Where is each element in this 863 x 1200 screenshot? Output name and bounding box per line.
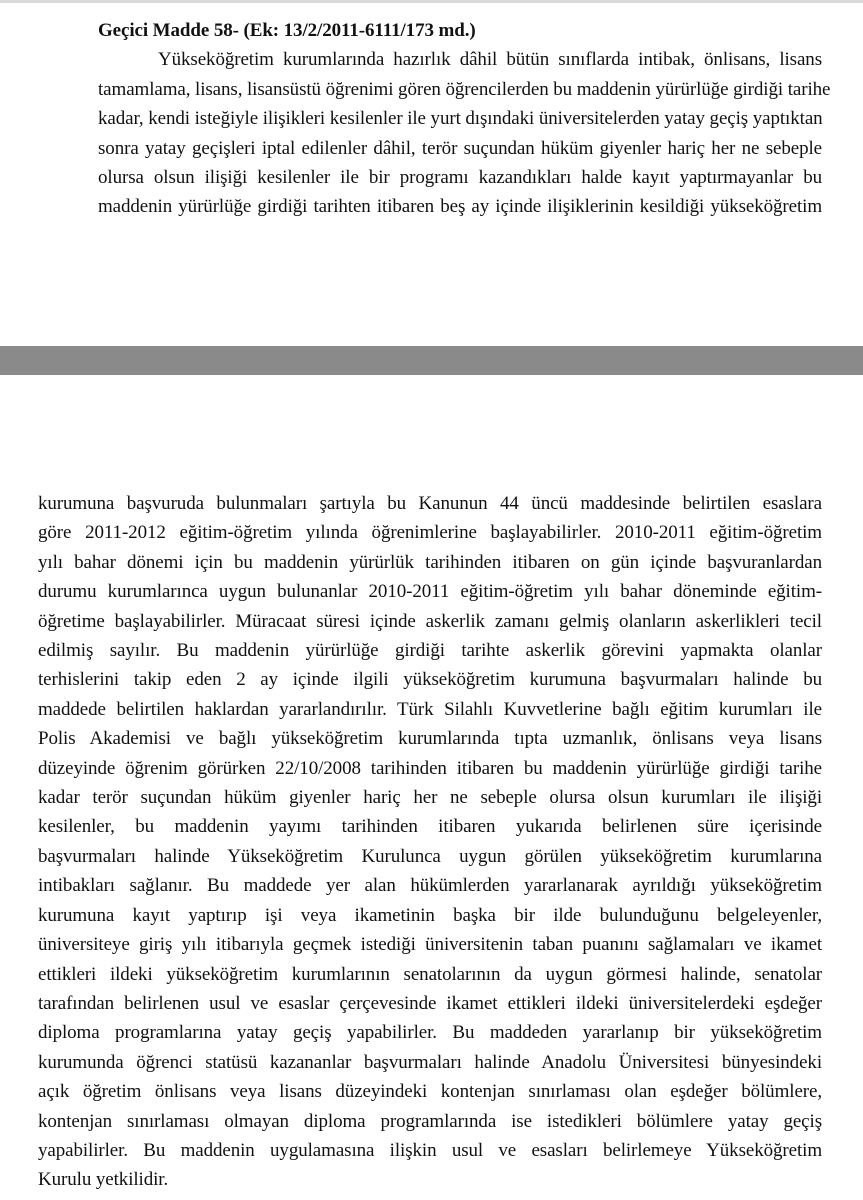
text-line: yapabilirler. Bu maddenin uygulamasına ilişkin usul ve esasları belirlemeye Yükseköğretim <box>38 1139 822 1161</box>
document-bottom-fragment <box>38 489 822 1195</box>
text-line: kurumuna kayıt yaptırıp işi veya ikametinin başka bir ilde bulunduğunu belgeleyenler, <box>38 904 822 926</box>
text-line: kadar terör suçundan hüküm giyenler hariç her ne sebeple olursa olsun kurumları ile ilişiği <box>38 787 822 809</box>
text-line: diploma programlarına yatay geçiş yapabilirler. Bu maddeden yararlanıp bir yükseköğretim <box>38 1022 822 1044</box>
text-line: üniversiteye giriş yılı itibarıyla geçmek istediği üniversitenin taban puanını sağlamaları ve ikamet <box>38 934 822 956</box>
text-line: maddede belirtilen haklardan yararlandırılır. Türk Silahlı Kuvvetlerine bağlı eğitim kurumları ile <box>38 698 822 720</box>
text-line: intibakları sağlanır. Bu maddede yer alan hükümlerden yararlanarak ayrıldığı yükseköğretim <box>38 875 822 897</box>
text-line: sonra yatay geçişleri iptal edilenler dâhil, terör suçundan hüküm giyenler hariç her ne sebeple <box>98 137 822 159</box>
text-line: başvurmaları halinde Yükseköğretim Kurulunca uygun görülen yükseköğretim kurumlarına <box>38 845 822 867</box>
text-line: yılı bahar dönemi için bu maddenin yürürlük tarihinden itibaren on gün içinde başvuranlardan <box>38 551 822 573</box>
scan-top-edge <box>0 0 863 3</box>
article-paragraph-part-1 <box>38 45 831 221</box>
text-line: kurumunda öğrenci statüsü kazananlar başvurmaları halinde Anadolu Üniversitesi bünyesindeki <box>38 1051 822 1073</box>
document-top-fragment <box>38 16 831 222</box>
text-line: durumu kurumlarınca uygun bulunanlar 2010-2011 eğitim-öğretim yılı bahar döneminde eğitim- <box>38 581 822 603</box>
text-line: tarafından belirlenen usul ve esaslar çerçevesinde ikamet ettikleri ildeki üniversitelerdeki eşdeğer <box>38 992 822 1014</box>
text-line: maddenin yürürlüğe girdiği tarihten itibaren beş ay içinde ilişiklerinin kesildiği yükseköğretim <box>98 196 822 218</box>
text-line: kadar, kendi isteğiyle ilişikleri kesilenler ile yurt dışındaki üniversitelerden yatay geçiş yaptıktan <box>98 108 823 130</box>
text-line: açık öğretim önlisans veya lisans düzeyindeki kontenjan sınırlaması olan eşdeğer bölümlere, <box>38 1081 822 1103</box>
article-paragraph-part-2 <box>38 489 822 1195</box>
text-line: terhislerini takip eden 2 ay içinde ilgili yükseköğretim kurumuna başvurmaları halinde bu <box>38 669 822 691</box>
text-line: edilmiş sayılır. Bu maddenin yürürlüğe girdiği tarihte askerlik görevini yapmakta olanlar <box>38 640 822 662</box>
text-line: olursa olsun ilişiği kesilenler ile bir programı kazandıkları halde kayıt yaptırmayanlar bu <box>98 167 822 189</box>
text-line: Yükseköğretim kurumlarında hazırlık dâhil bütün sınıflarda intibak, önlisans, lisans <box>158 49 822 71</box>
article-heading: Geçici Madde 58- (Ek: 13/2/2011-6111/173 md.) <box>98 20 476 41</box>
text-line: kontenjan sınırlaması olmayan diploma programlarında ise istedikleri bölümlere yatay geçiş <box>38 1110 822 1132</box>
text-line: kurumuna başvuruda bulunmaları şartıyla bu Kanunun 44 üncü maddesinde belirtilen esaslara <box>38 493 822 514</box>
text-line: göre 2011-2012 eğitim-öğretim yılında öğrenimlerine başlayabilirler. 2010-2011 eğitim-öğretim <box>38 522 822 544</box>
text-line: öğretime başlayabilirler. Müracaat süresi içinde askerlik zamanı gelmiş olanların askerlikleri tecil <box>38 610 822 632</box>
text-line: tamamlama, lisans, lisansüstü öğrenimi gören öğrencilerden bu maddenin yürürlüğe girdiği tarihe <box>98 78 831 100</box>
text-line: ettikleri ildeki yükseköğretim kurumlarının senatolarının da uygun görmesi halinde, senatolar <box>38 963 822 985</box>
text-line: düzeyinde öğrenim görürken 22/10/2008 tarihinden itibaren bu maddenin yürürlüğe girdiği tarihe <box>38 757 822 779</box>
gray-divider-band <box>0 346 863 375</box>
text-line: Kurulu yetkilidir. <box>38 1169 169 1191</box>
text-line: Polis Akademisi ve bağlı yükseköğretim kurumlarında tıpta uzmanlık, önlisans veya lisans <box>38 728 822 750</box>
text-line: kesilenler, bu maddenin yayımı tarihinden itibaren yukarıda belirlenen süre içerisinde <box>38 816 822 838</box>
